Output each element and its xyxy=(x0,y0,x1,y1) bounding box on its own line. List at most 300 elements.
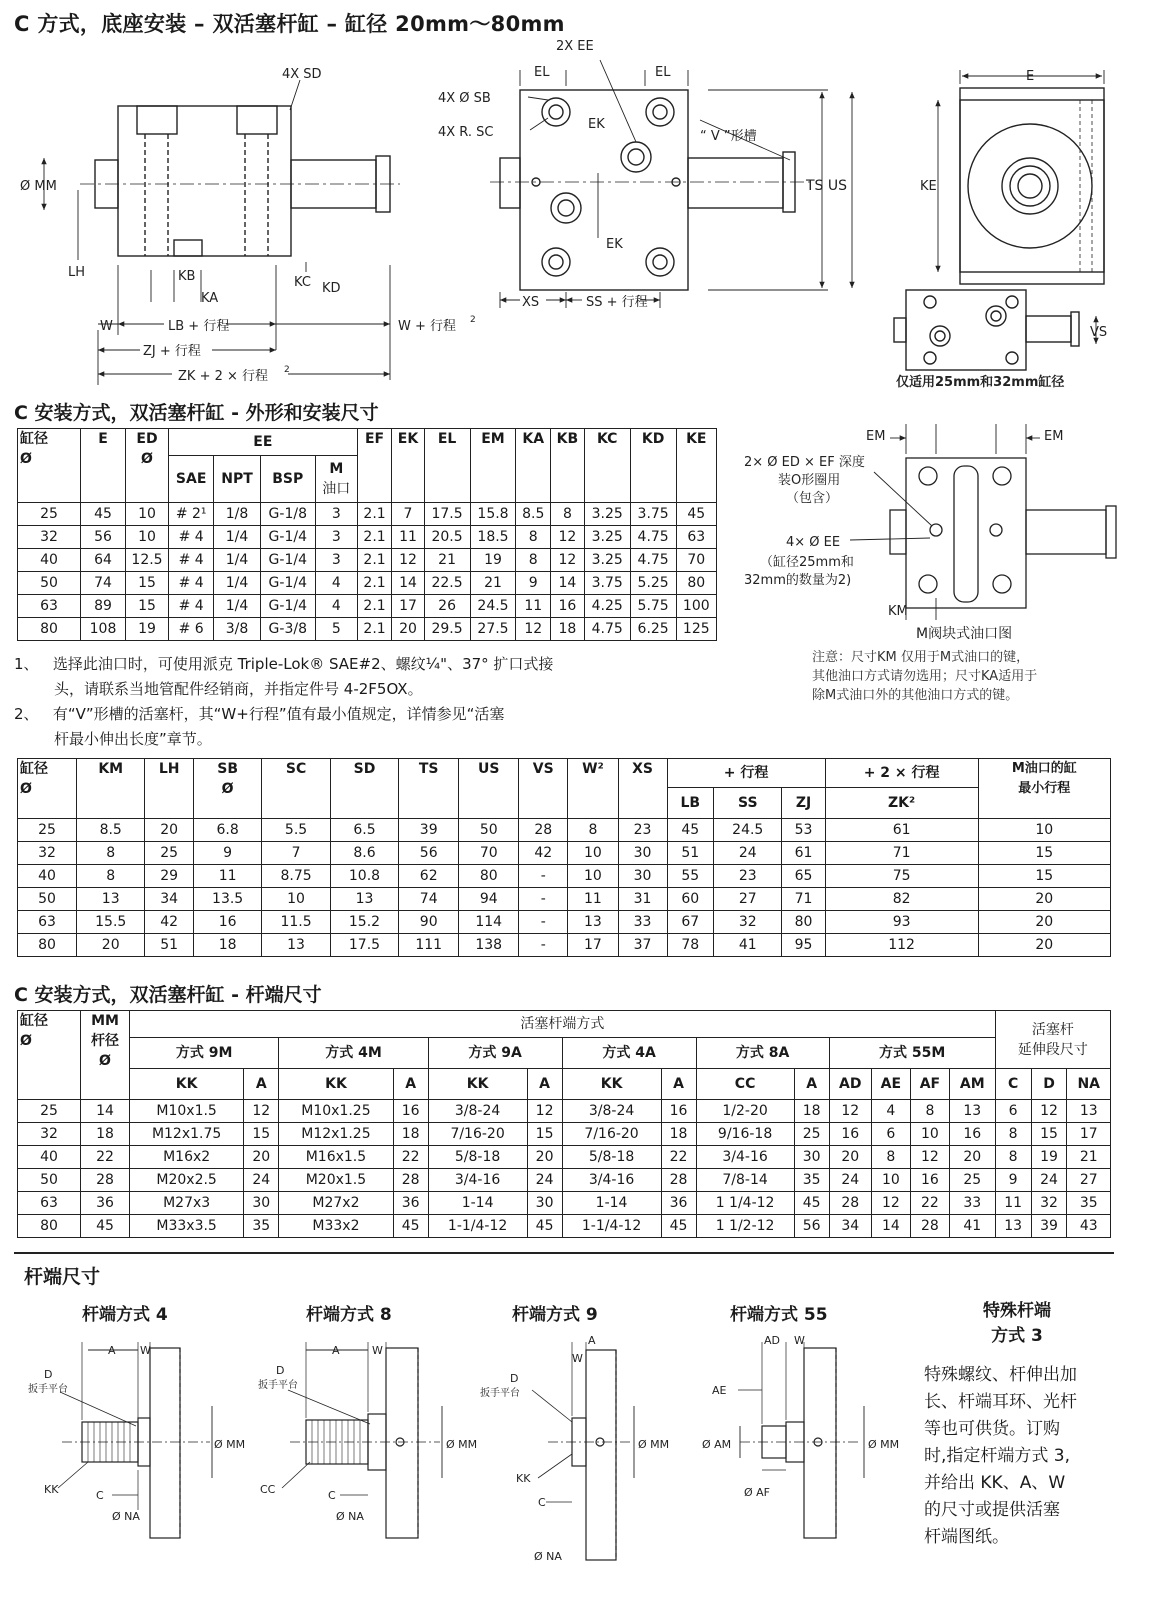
t2-cell: 18 xyxy=(193,934,261,957)
label-vs: VS xyxy=(1090,325,1108,340)
style9-title: 杆端方式 9 xyxy=(512,1305,598,1325)
t3-cell: M20x2.5 xyxy=(130,1169,244,1192)
t2-row xyxy=(18,819,1111,842)
t3-cell: 21 xyxy=(1067,1146,1111,1169)
t1-cell: 3 xyxy=(315,503,357,526)
th-em: EM xyxy=(470,429,516,503)
t1-cell: 56 xyxy=(81,526,126,549)
t3-cell: 20 xyxy=(949,1146,995,1169)
t1-cell: 80 xyxy=(676,572,716,595)
t2-cell: 13 xyxy=(262,934,330,957)
label-zj: ZJ + 行程 xyxy=(143,344,201,359)
label-kc: KC xyxy=(294,275,311,290)
label-ka: KA xyxy=(201,291,219,306)
t3-row xyxy=(18,1192,1111,1215)
t1-cell: 63 xyxy=(676,526,716,549)
t2-cell: 10 xyxy=(262,888,330,911)
t3-cell: 5/8-18 xyxy=(428,1146,527,1169)
t1-cell: 2.1 xyxy=(357,549,392,572)
t2-cell: 20 xyxy=(77,934,145,957)
t3-cell: 8 xyxy=(910,1100,949,1123)
t1-cell: 10 xyxy=(126,503,169,526)
t1-cell: 18.5 xyxy=(470,526,516,549)
t1-cell: 45 xyxy=(81,503,126,526)
s9-wrench: 扳手平台 xyxy=(480,1388,520,1399)
t2-cell: 10.8 xyxy=(330,865,398,888)
s8-cc: CC xyxy=(260,1483,276,1496)
th2-plus-stroke: + 行程 xyxy=(667,759,825,788)
t1-row xyxy=(18,595,717,618)
dimension-table-1 xyxy=(17,428,717,641)
t3-cell: 1-14 xyxy=(562,1192,661,1215)
s8-wrench: 扳手平台 xyxy=(258,1380,298,1391)
t3-cell: 34 xyxy=(829,1215,871,1238)
t1-cell: 4 xyxy=(315,572,357,595)
label-sd: 4X SD xyxy=(282,67,322,82)
th3-group: 方式 4A xyxy=(562,1038,696,1069)
t3-cell: 16 xyxy=(949,1123,995,1146)
t2-cell: 30 xyxy=(618,865,667,888)
t3-cell: 25 xyxy=(794,1123,829,1146)
label-sb: 4X Ø SB xyxy=(438,91,491,106)
th3-sub: A xyxy=(661,1069,696,1100)
t2-cell: 11.5 xyxy=(262,911,330,934)
th3-sub: C xyxy=(995,1069,1031,1100)
th-ke: KE xyxy=(676,429,716,503)
t1-cell: 12 xyxy=(551,526,585,549)
t1-cell: 2.1 xyxy=(357,503,392,526)
th-kd: KD xyxy=(630,429,676,503)
t2-cell: 5.5 xyxy=(262,819,330,842)
label-kd: KD xyxy=(322,281,341,296)
t3-cell: 24 xyxy=(244,1169,279,1192)
rod-end-table xyxy=(17,1010,1111,1238)
t2-cell: 71 xyxy=(782,888,825,911)
th3-sub: A xyxy=(794,1069,829,1100)
t3-cell: M33x2 xyxy=(279,1215,393,1238)
t1-cell: 1/4 xyxy=(214,572,260,595)
t1-cell: 21 xyxy=(424,549,470,572)
t2-cell: - xyxy=(519,911,568,934)
t2-cell: 8 xyxy=(77,842,145,865)
s9-d: D xyxy=(510,1372,519,1385)
t3-cell: M16x2 xyxy=(130,1146,244,1169)
t2-row xyxy=(18,911,1111,934)
t3-cell: 19 xyxy=(1031,1146,1067,1169)
t1-cell: 14 xyxy=(551,572,585,595)
t2-cell: 45 xyxy=(667,819,714,842)
t2-row xyxy=(18,865,1111,888)
th-sae: SAE xyxy=(169,456,214,503)
t2-cell: 56 xyxy=(399,842,459,865)
t3-cell: 8 xyxy=(871,1146,910,1169)
t1-cell: G-1/4 xyxy=(260,572,315,595)
t3-cell: M10x1.25 xyxy=(279,1100,393,1123)
t3-cell: 12 xyxy=(244,1100,279,1123)
t3-cell: 6 xyxy=(871,1123,910,1146)
t1-cell: 8 xyxy=(516,549,551,572)
t3-cell: 1 1/4-12 xyxy=(696,1192,794,1215)
t2-cell: 63 xyxy=(18,911,77,934)
label-lh: LH xyxy=(68,265,86,280)
label-vgroove: “ V ”形槽 xyxy=(700,129,757,144)
t3-cell: 8 xyxy=(995,1146,1031,1169)
t2-cell: 70 xyxy=(459,842,519,865)
t2-cell: 15.5 xyxy=(77,911,145,934)
t1-cell: 21 xyxy=(470,572,516,595)
style4-title: 杆端方式 4 xyxy=(82,1305,168,1325)
t1-cell: # 4 xyxy=(169,572,214,595)
t1-cell: G-1/4 xyxy=(260,526,315,549)
s9-c: C xyxy=(538,1496,546,1509)
t1-cell: 32 xyxy=(18,526,81,549)
s55-af: Ø AF xyxy=(744,1486,771,1499)
t3-cell: 36 xyxy=(81,1192,130,1215)
t3-cell: 25 xyxy=(949,1169,995,1192)
t3-cell: 16 xyxy=(661,1100,696,1123)
t2-cell: 15.2 xyxy=(330,911,398,934)
s55-w: W xyxy=(794,1334,805,1347)
t1-cell: 3.75 xyxy=(584,572,630,595)
t1-cell: 8 xyxy=(551,503,585,526)
t1-cell: 20.5 xyxy=(424,526,470,549)
t1-cell: 5.75 xyxy=(630,595,676,618)
t3-cell: M12x1.25 xyxy=(279,1123,393,1146)
t2-cell: 32 xyxy=(18,842,77,865)
th2-mmin: M油口的缸 最小行程 xyxy=(978,759,1110,819)
t2-cell: 51 xyxy=(145,934,194,957)
t1-cell: 12 xyxy=(392,549,424,572)
s8-na: Ø NA xyxy=(336,1510,364,1523)
th-ef: EF xyxy=(357,429,392,503)
t2-cell: 114 xyxy=(459,911,519,934)
s4-mm: Ø MM xyxy=(214,1438,246,1451)
t3-cell: 36 xyxy=(393,1192,428,1215)
t1-cell: 125 xyxy=(676,618,716,641)
t3-cell: 45 xyxy=(661,1215,696,1238)
th3-sub: D xyxy=(1031,1069,1067,1100)
t2-cell: 10 xyxy=(978,819,1110,842)
s55-mm: Ø MM xyxy=(868,1438,900,1451)
t3-cell: 14 xyxy=(81,1100,130,1123)
top-drawings xyxy=(0,40,1161,400)
s4-kk: KK xyxy=(44,1483,59,1496)
label-oring: 装O形圈用 xyxy=(778,473,841,488)
label-w-stroke: W + 行程 xyxy=(398,319,457,334)
t3-cell: 3/4-16 xyxy=(696,1146,794,1169)
th3-group: 方式 9A xyxy=(428,1038,562,1069)
t3-cell: 13 xyxy=(949,1100,995,1123)
th3-sub: KK xyxy=(279,1069,393,1100)
t1-cell: G-1/8 xyxy=(260,503,315,526)
s55-ae: AE xyxy=(712,1384,727,1397)
rod-style-55 xyxy=(738,1342,864,1538)
t2-cell: 55 xyxy=(667,865,714,888)
th-ee: EE xyxy=(169,429,358,456)
t3-cell: 7/16-20 xyxy=(562,1123,661,1146)
t3-cell: 30 xyxy=(527,1192,562,1215)
t2-cell: 94 xyxy=(459,888,519,911)
th3-sub: A xyxy=(527,1069,562,1100)
label-zk: ZK + 2 × 行程 xyxy=(178,369,269,384)
t1-cell: 3 xyxy=(315,549,357,572)
t3-cell: 40 xyxy=(18,1146,81,1169)
th-el: EL xyxy=(424,429,470,503)
t3-row xyxy=(18,1100,1111,1123)
rod-style-8 xyxy=(282,1342,442,1538)
t1-cell: 12 xyxy=(516,618,551,641)
t2-cell: 90 xyxy=(399,911,459,934)
s4-d: D xyxy=(44,1368,53,1381)
th-ka: KA xyxy=(516,429,551,503)
t1-cell: 89 xyxy=(81,595,126,618)
dimension-table-2 xyxy=(17,758,1111,957)
t2-cell: 25 xyxy=(18,819,77,842)
s4-wrench: 扳手平台 xyxy=(28,1384,68,1395)
t3-cell: 18 xyxy=(661,1123,696,1146)
label-el2: EL xyxy=(655,65,671,80)
rod-style-9 xyxy=(532,1342,634,1560)
t1-cell: 5 xyxy=(315,618,357,641)
label-em1: EM xyxy=(866,429,886,444)
sup-2b: 2 xyxy=(284,365,290,375)
t3-cell: 9 xyxy=(995,1169,1031,1192)
t2-cell: 8 xyxy=(568,819,618,842)
t3-cell: 33 xyxy=(949,1192,995,1215)
t2-cell: 8.5 xyxy=(77,819,145,842)
th2-zk: ZK² xyxy=(825,788,978,819)
t1-cell: 19 xyxy=(126,618,169,641)
t3-cell: 12 xyxy=(1031,1100,1067,1123)
th-m: M 油口 xyxy=(315,456,357,503)
t2-cell: 41 xyxy=(714,934,782,957)
rod-end-drawings xyxy=(0,1330,920,1622)
t2-cell: 42 xyxy=(145,911,194,934)
special-description: 特殊螺纹、杆伸出加 长、杆端耳环、光杆 等也可供货。订购 时,指定杆端方式 3, 并给出 KK、A、W 的尺寸或提供活塞 杆端图纸。 xyxy=(924,1365,1077,1547)
t3-cell: 30 xyxy=(794,1146,829,1169)
t1-cell: 8.5 xyxy=(516,503,551,526)
th3-sub: A xyxy=(244,1069,279,1100)
t3-cell: 45 xyxy=(794,1192,829,1215)
t3-row xyxy=(18,1123,1111,1146)
t2-cell: 15 xyxy=(978,842,1110,865)
t1-cell: # 4 xyxy=(169,595,214,618)
table3-title: C 安装方式，双活塞杆缸 - 杆端尺寸 xyxy=(14,984,322,1006)
t3-cell: 24 xyxy=(527,1169,562,1192)
t3-cell: 32 xyxy=(18,1123,81,1146)
t3-cell: 45 xyxy=(81,1215,130,1238)
s4-c: C xyxy=(96,1489,104,1502)
table1-title: C 安装方式，双活塞杆缸 - 外形和安装尺寸 xyxy=(14,402,379,424)
t2-cell: 10 xyxy=(568,842,618,865)
t2-cell: 27 xyxy=(714,888,782,911)
s55-ad: AD xyxy=(764,1334,780,1347)
t1-cell: 25 xyxy=(18,503,81,526)
t2-cell: 65 xyxy=(782,865,825,888)
t2-cell: 93 xyxy=(825,911,978,934)
t1-cell: 3 xyxy=(315,526,357,549)
s9-a: A xyxy=(588,1334,596,1347)
th2-ss: SS xyxy=(714,788,782,819)
t1-cell: 100 xyxy=(676,595,716,618)
t1-cell: 3.25 xyxy=(584,526,630,549)
label-w: W xyxy=(100,319,113,334)
t2-cell: 25 xyxy=(145,842,194,865)
t2-cell: 82 xyxy=(825,888,978,911)
t3-cell: M12x1.75 xyxy=(130,1123,244,1146)
t2-cell: 17.5 xyxy=(330,934,398,957)
table2-body xyxy=(18,819,1111,957)
t1-cell: 3.25 xyxy=(584,503,630,526)
t1-cell: 50 xyxy=(18,572,81,595)
t3-cell: 12 xyxy=(910,1146,949,1169)
t1-cell: 64 xyxy=(81,549,126,572)
mport-caption: M阀块式油口图 xyxy=(916,626,1013,642)
t3-cell: 12 xyxy=(829,1100,871,1123)
t2-cell: - xyxy=(519,934,568,957)
s9-w: W xyxy=(572,1352,583,1365)
t1-cell: 40 xyxy=(18,549,81,572)
t3-cell: 24 xyxy=(829,1169,871,1192)
t1-cell: G-1/4 xyxy=(260,549,315,572)
t2-cell: 16 xyxy=(193,911,261,934)
th3-sub: KK xyxy=(562,1069,661,1100)
table3-body xyxy=(18,1100,1111,1238)
t1-row xyxy=(18,526,717,549)
t2-cell: 11 xyxy=(193,865,261,888)
t3-cell: 27 xyxy=(1067,1169,1111,1192)
t1-cell: 17 xyxy=(392,595,424,618)
t1-row xyxy=(18,549,717,572)
t3-cell: 15 xyxy=(1031,1123,1067,1146)
th2-w: W² xyxy=(568,759,618,819)
t1-cell: 14 xyxy=(392,572,424,595)
s8-a: A xyxy=(332,1344,340,1357)
t3-cell: 20 xyxy=(829,1146,871,1169)
t3-cell: 28 xyxy=(81,1169,130,1192)
t3-cell: 16 xyxy=(910,1169,949,1192)
t3-cell: 18 xyxy=(794,1100,829,1123)
label-ek2: EK xyxy=(606,237,623,252)
t1-cell: G-3/8 xyxy=(260,618,315,641)
t2-cell: 31 xyxy=(618,888,667,911)
th3-ext: 活塞杆 延伸段尺寸 xyxy=(995,1011,1110,1069)
t1-cell: 80 xyxy=(18,618,81,641)
t3-cell: 30 xyxy=(244,1192,279,1215)
t2-cell: - xyxy=(519,888,568,911)
th-bore: 缸径 Ø xyxy=(18,429,81,503)
t1-cell: # 4 xyxy=(169,526,214,549)
t3-cell: 7/8-14 xyxy=(696,1169,794,1192)
t3-cell: M27x3 xyxy=(130,1192,244,1215)
label-el1: EL xyxy=(534,65,550,80)
s4-w: W xyxy=(140,1344,151,1357)
t2-cell: 29 xyxy=(145,865,194,888)
sup-2a: 2 xyxy=(470,315,476,325)
th-kb: KB xyxy=(551,429,585,503)
t3-cell: 10 xyxy=(871,1169,910,1192)
th2-ts: TS xyxy=(399,759,459,819)
t2-cell: 42 xyxy=(519,842,568,865)
t3-cell: 28 xyxy=(393,1169,428,1192)
t1-cell: 108 xyxy=(81,618,126,641)
th-ek: EK xyxy=(392,429,424,503)
t2-cell: 23 xyxy=(618,819,667,842)
t2-cell: 11 xyxy=(568,888,618,911)
th3-mm: MM 杆径 Ø xyxy=(81,1011,130,1100)
label-ek1: EK xyxy=(588,117,605,132)
section-divider xyxy=(14,1252,1114,1254)
th2-sb: SB Ø xyxy=(193,759,261,819)
t3-cell: 4 xyxy=(871,1100,910,1123)
th3-group: 方式 55M xyxy=(829,1038,995,1069)
t3-cell: M10x1.5 xyxy=(130,1100,244,1123)
t2-cell: 61 xyxy=(825,819,978,842)
t3-cell: 56 xyxy=(794,1215,829,1238)
t2-cell: 10 xyxy=(568,865,618,888)
label-sc: 4X R. SC xyxy=(438,125,494,140)
t2-cell: 53 xyxy=(782,819,825,842)
t3-cell: 1 1/2-12 xyxy=(696,1215,794,1238)
t2-cell: 24 xyxy=(714,842,782,865)
t3-cell: 15 xyxy=(244,1123,279,1146)
label-xs: XS xyxy=(522,295,540,310)
t3-cell: 80 xyxy=(18,1215,81,1238)
t2-cell: 8.6 xyxy=(330,842,398,865)
t1-cell: 9 xyxy=(516,572,551,595)
t3-cell: 8 xyxy=(995,1123,1031,1146)
t2-cell: 61 xyxy=(782,842,825,865)
t3-cell: 14 xyxy=(871,1215,910,1238)
t2-cell: 20 xyxy=(978,934,1110,957)
label-only-for: 仅适用25mm和32mm缸径 xyxy=(896,375,1065,390)
t1-cell: 2.1 xyxy=(357,618,392,641)
t3-cell: 35 xyxy=(1067,1192,1111,1215)
s8-c: C xyxy=(328,1489,336,1502)
t3-cell: 22 xyxy=(910,1192,949,1215)
t3-cell: 32 xyxy=(1031,1192,1067,1215)
th-bsp: BSP xyxy=(260,456,315,503)
t3-cell: 3/8-24 xyxy=(428,1100,527,1123)
t3-cell: 50 xyxy=(18,1169,81,1192)
th2-plus2: + 2 × 行程 xyxy=(825,759,978,788)
t1-cell: 24.5 xyxy=(470,595,516,618)
t2-cell: 40 xyxy=(18,865,77,888)
t3-cell: 17 xyxy=(1067,1123,1111,1146)
t3-cell: 22 xyxy=(661,1146,696,1169)
t3-cell: 3/8-24 xyxy=(562,1100,661,1123)
s9-kk: KK xyxy=(516,1472,531,1485)
t3-cell: 18 xyxy=(393,1123,428,1146)
t1-cell: 1/4 xyxy=(214,549,260,572)
th2-km: KM xyxy=(77,759,145,819)
t1-cell: 2.1 xyxy=(357,572,392,595)
t1-cell: 18 xyxy=(551,618,585,641)
t3-cell: 25 xyxy=(18,1100,81,1123)
t2-row xyxy=(18,888,1111,911)
table1-body xyxy=(18,503,717,641)
t1-row xyxy=(18,503,717,526)
special-title: 特殊杆端 方式 3 xyxy=(983,1301,1051,1346)
t1-cell: 63 xyxy=(18,595,81,618)
t3-cell: 10 xyxy=(910,1123,949,1146)
t3-cell: M33x3.5 xyxy=(130,1215,244,1238)
t1-cell: 27.5 xyxy=(470,618,516,641)
mport-note: 注意：尺寸KM 仅用于M式油口的键， 其他油口方式请勿选用；尺寸KA适用于 除M式油口外的其他油口方式的键。 xyxy=(812,650,1038,703)
label-kb: KB xyxy=(178,269,196,284)
th3-group: 方式 8A xyxy=(696,1038,829,1069)
t3-row xyxy=(18,1169,1111,1192)
